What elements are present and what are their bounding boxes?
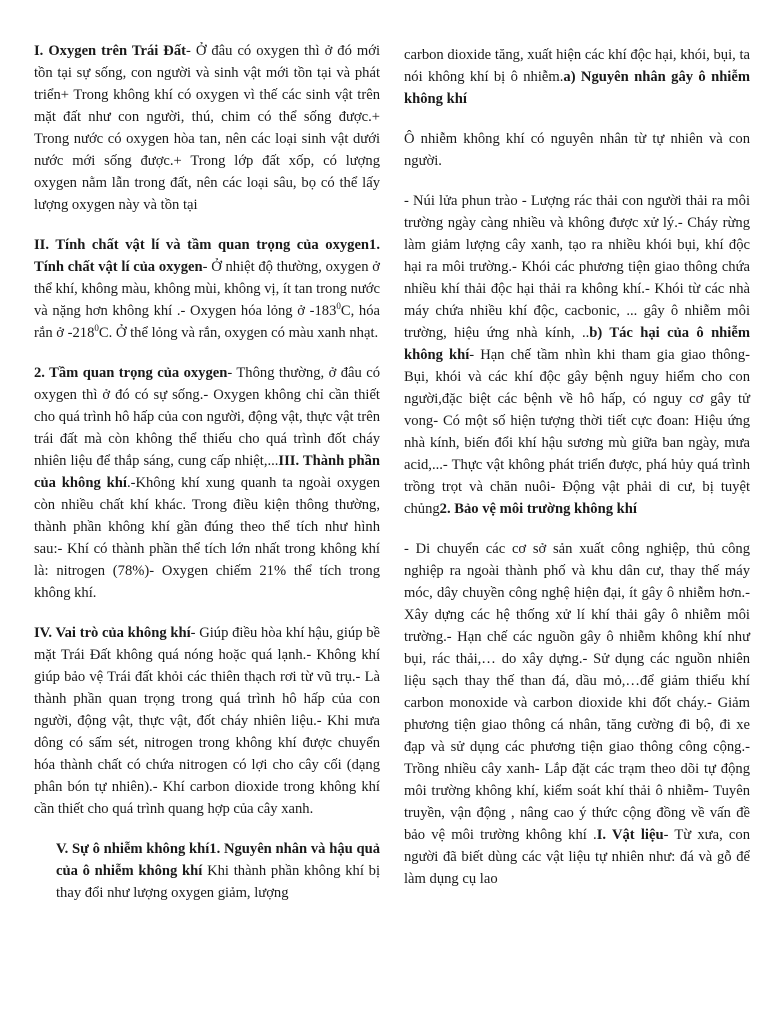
section-heading: 2. Bảo vệ môi trường không khí [439,501,637,517]
body-text: - Hạn chế tầm nhìn khi tham gia giao thông- Bụi, khói và các khí độc gây bệnh nguy hiểm cho con người,đặc biệt các bệnh về hô hấp, có nguy cơ gây tử vong- Có một số hiện tượng thời tiết cực đoan: Hiệu ứng nhà kính, biến đổi khí hậu sương mù giữa ban ngày, mưa acid,...- Thực vật không phát triển được, phá hủy quá trình trồng trọt và chăn nuôi- Động vật phải di cư, bị tuyệt chủng [404,347,750,517]
section-oxygen-on-earth [34,40,380,216]
section-physical-properties [34,234,380,344]
body-text: - Từ xưa, con người đã biết dùng các vật liệu tự nhiên như: đá và gỗ để làm dụng cụ lao [404,827,750,887]
right-column [404,44,750,1024]
body-text: - Núi lửa phun trào - Lượng rác thải con người thải ra môi trường ngày càng nhiều và không được xử lý.- Cháy rừng làm giảm lượng cây xanh, tạo ra nhiều khói bụi, khí độc hại ra môi trường.- Khói các phương tiện giao thông chứa nhiều khí thải độc hại thải ra không khí.- Khói từ các nhà máy chứa nhiều khí độc, cacbonic, ... gây ô nhiễm môi trường, hiệu ứng nhà kính, .. [404,193,750,341]
section-air-pollution [34,838,380,904]
body-text: Ô nhiễm không khí có nguyên nhân từ tự nhiên và con người. [404,131,750,169]
body-text: C, hóa rắn ở -218 [34,303,380,341]
superscript: 0 [336,301,341,312]
section-role-of-air [34,622,380,820]
superscript: 0 [94,323,99,334]
body-text: - Ở nhiệt độ thường, oxygen ở thể khí, không màu, không mùi, không vị, ít tan trong nước và nặng hơn không khí .- Oxygen hóa lỏng ở -183 [34,259,380,319]
section-air-protection [404,538,750,890]
section-heading: I. Oxygen trên Trái Đất [34,43,186,59]
left-column [34,40,380,1024]
body-text: carbon dioxide tăng, xuất hiện các khí độc hại, khói, bụi, ta nói không khí bị ô nhiễm. [404,47,750,85]
section-importance-composition [34,362,380,604]
section-heading: IV. Vai trò của không khí [34,625,191,641]
section-heading: b) Tác hại của ô nhiễm không khí [404,325,750,363]
section-pollution-causes [404,44,750,110]
section-heading: V. Sự ô nhiễm không khí1. Nguyên nhân và hậu quả của ô nhiễm không khí [56,841,380,879]
section-heading: III. Thành phần của không khí [34,453,380,491]
body-text: .-Không khí xung quanh ta ngoài oxygen còn nhiều chất khí khác. Trong điều kiện thông thường, thành phần không khí gần đúng theo thể tích như hình sau:- Khí có thành phần thể tích lớn nhất trong không khí là: nitrogen (78%)- Oxygen chiếm 21% thể tích trong không khí. [34,475,381,601]
body-text: - Giúp điều hòa khí hậu, giúp bề mặt Trái Đất không quá nóng hoặc quá lạnh.- Không khí giúp bảo vệ Trái đất khỏi các thiên thạch rơi từ vũ trụ.- Là thành phần quan trọng trong quá trình hô hấp của con người, động vật, thực vật, đốt cháy nhiên liệu.- Khi mưa dông có sấm sét, nitrogen trong không khí được chuyển hóa thành chất có chứa nitrogen có lợi cho cây cối (dạng phân bón tự nhiên).- Khí carbon dioxide trong không khí cần thiết cho quá trình quang hợp của cây xanh. [34,625,380,817]
body-text: - Ở đâu có oxygen thì ở đó mới tồn tại sự sống, con người và sinh vật mới tồn tại và phát triển+ Trong không khí có oxygen vì thế các sinh vật trên mặt đất như con người, thú, chim có thể sống được.+ Trong nước có oxygen hòa tan, nên các loại sinh vật dưới nước mới sống được.+ Trong lớp đất xốp, có lượng oxygen nằm lẫn trong đất, nên các loại sâu, bọ có thể lấy lượng oxygen này và tồn tại [34,43,381,213]
section-heading: a) Nguyên nhân gây ô nhiễm không khí [404,69,750,107]
section-heading: I. Vật liệu [596,827,664,843]
body-text: C. Ở thể lỏng và rắn, oxygen có màu xanh nhạt. [98,325,379,341]
section-pollution-origin [404,128,750,172]
body-text: - Thông thường, ở đâu có oxygen thì ở đó có sự sống.- Oxygen không chỉ cần thiết cho quá trình hô hấp của con người, động vật, thực vật trên trái đất mà còn không thể thiếu cho quá trình đốt cháy nhiên liệu để thắp sáng, cung cấp nhiệt,... [34,365,380,469]
section-heading: 2. Tầm quan trọng của oxygen [34,365,228,381]
body-text: - Di chuyển các cơ sở sản xuất công nghiệp, thủ công nghiệp ra ngoài thành phố và khu dân cư, thay thế máy móc, dây chuyền công nghệ hiện đại, ít gây ô nhiễm hơn.- Xây dựng các hệ thống xử lí khí thải gây ô nhiễm môi trường.- Hạn chế các nguồn gây ô nhiễm không khí như bụi, rác thải,… do xây dựng.- Sử dụng các nguồn nhiên liệu sạch thay thế than đá, dầu mỏ,…để giảm thiểu khí carbon monoxide và carbon dioxide khi đốt cháy.- Giảm phương tiện giao thông cá nhân, tăng cường đi bộ, đi xe đạp và sử dụng các phương tiện giao thông công cộng.- Trồng nhiều cây xanh- Lắp đặt các trạm theo dõi tự động môi trường không khí, kiểm soát khí thải ô nhiễm- Tuyên truyền, vận động , nâng cao ý thức cộng đồng về vấn đề bảo vệ môi trường không khí . [404,541,750,843]
section-heading: II. Tính chất vật lí và tầm quan trọng của oxygen1. Tính chất vật lí của oxygen [34,237,380,275]
section-pollution-effects [404,190,750,520]
body-text: Khi thành phần không khí bị thay đổi như lượng oxygen giảm, lượng [56,863,380,901]
